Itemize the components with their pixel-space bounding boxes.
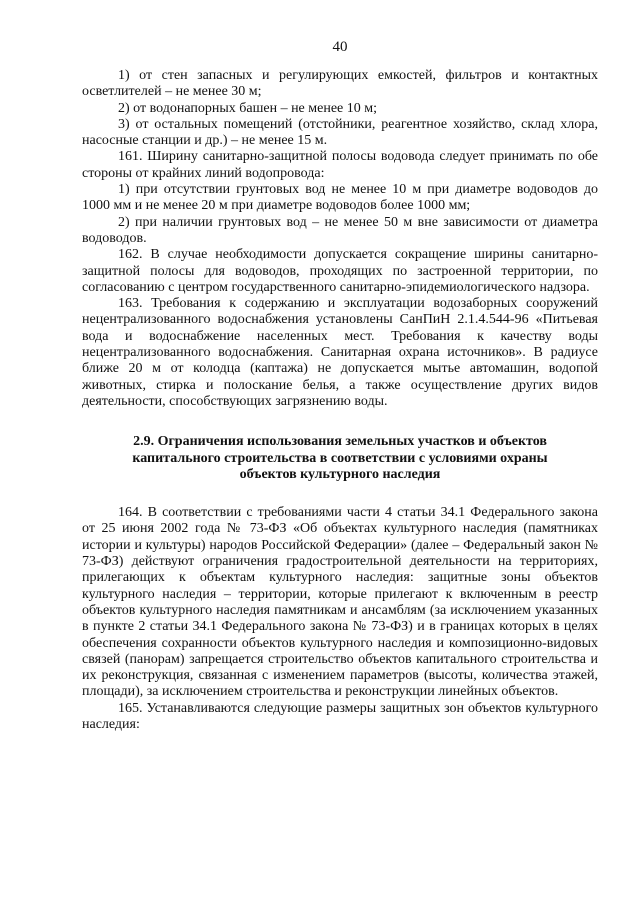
paragraph-165: 165. Устанавливаются следующие размеры защитных зон объектов культурного наследия: <box>82 700 598 732</box>
section-heading-line: 2.9. Ограничения использования земельных участков и объектов <box>133 434 547 450</box>
paragraph-164: 164. В соответствии с требованиями части 4 статьи 34.1 Федерального закона от 25 июня 2002 года № 73-ФЗ «Об объектах культурного наследия (памятниках истории и культуры) народов Российской Федерации» (далее – Федеральный закон № 73-ФЗ) действуют ограничения градостроительной деятельности на территориях, прилегающих к объектам культурного наследия: защитные зоны объектов культурного наследия – территории, которые прилегают к включенным в реестр объектов культурного наследия памятникам и ансамблям (за исключением указанных в пункте 2 статьи 34.1 Федерального закона № 73-ФЗ) и в границах которых в целях обеспечения сохранности объектов культурного наследия и композиционно-видовых связей (панорам) запрещается строительство объектов капитального строительства и их реконструкция, связанная с изменением параметров (высоты, количества этажей, площади), за исключением строительства и реконструкции линейных объектов. <box>82 505 598 700</box>
paragraph-163: 163. Требования к содержанию и эксплуатации водозаборных сооружений нецентрализованного водоснабжения установлены СанПиН 2.1.4.544-96 «Питьевая вода и водоснабжение населенных мест. Требования к качеству воды нецентрализованного водоснабжения. Санитарная охрана источников». В радиусе ближе 20 м от колодца (каптажа) не допускается мытье автомашин, водопой животных, стирка и полоскание белья, а также осуществление других видов деятельности, способствующих загрязнению воды. <box>82 296 598 409</box>
paragraph-161: 161. Ширину санитарно-защитной полосы водовода следует принимать по обе стороны от крайних линий водопровода: <box>82 149 598 181</box>
paragraph-162: 162. В случае необходимости допускается сокращение ширины санитарно-защитной полосы для водоводов, проходящих по застроенной территории, по согласованию с центром государственного санитарно-эпидемиологического надзора. <box>82 247 598 295</box>
paragraph-161-item-1: 1) при отсутствии грунтовых вод не менее 10 м при диаметре водоводов до 1000 мм и не менее 20 м при диаметре водоводов более 1000 мм; <box>82 182 598 214</box>
paragraph-distance-towers: 2) от водонапорных башен – не менее 10 м; <box>118 100 378 116</box>
paragraph-161-item-2: 2) при наличии грунтовых вод – не менее 50 м вне зависимости от диаметра водоводов. <box>82 214 598 246</box>
paragraph-distance-other: 3) от остальных помещений (отстойники, реагентное хозяйство, склад хлора, насосные станции и др.) – не менее 15 м. <box>82 116 598 149</box>
page-number: 40 <box>332 39 348 55</box>
section-heading-line: капитального строительства в соответствии с условиями охраны <box>132 450 548 466</box>
section-heading-line: объектов культурного наследия <box>239 466 441 482</box>
paragraph-distance-tanks: 1) от стен запасных и регулирующих емкостей, фильтров и контактных осветлителей – не менее 30 м; <box>82 68 598 100</box>
section-heading-2-9 <box>82 434 598 483</box>
